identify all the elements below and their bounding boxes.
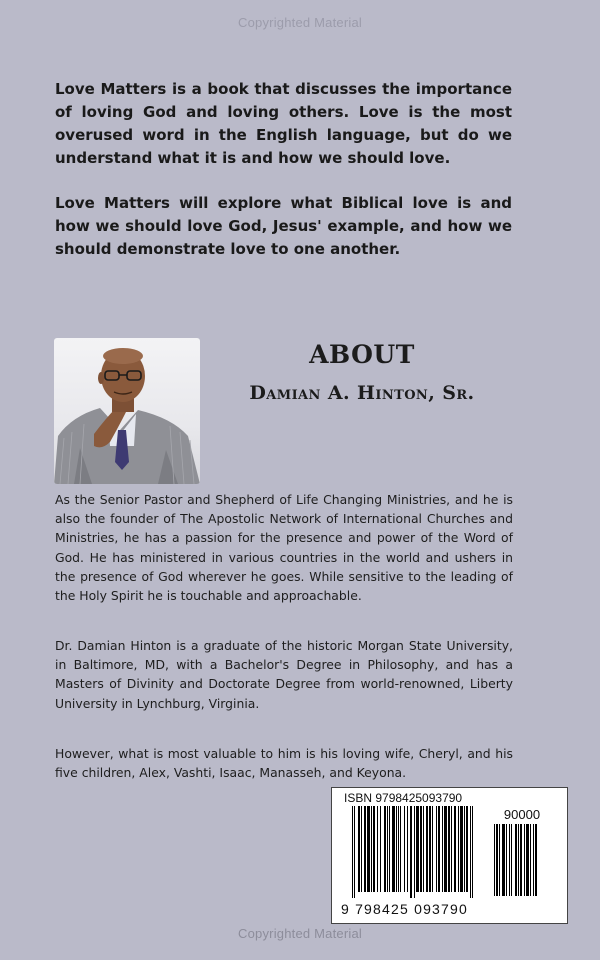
blurb-paragraph-1: Love Matters is a book that discusses the importance of loving God and loving others. Love is the most overused word in the English language, but do we understand what it is and how we should love. xyxy=(55,80,512,167)
ean-barcode-bars xyxy=(352,806,488,902)
about-heading: ABOUT xyxy=(309,340,415,369)
isbn-digits: 9 798425 093790 xyxy=(341,901,468,917)
author-name: Damian A. Hinton, Sr. xyxy=(249,382,475,404)
bio-paragraph-3: However, what is most valuable to him is his loving wife, Cheryl, and his five children, Alex, Vashti, Isaac, Manasseh, and Keyona. xyxy=(55,746,513,781)
isbn-barcode xyxy=(331,787,568,924)
author-photo xyxy=(54,338,200,484)
isbn-label: ISBN 9798425093790 xyxy=(344,791,463,805)
bio-paragraph-2: Dr. Damian Hinton is a graduate of the historic Morgan State University, in Baltimore, MD, with a Bachelor's Degree in Philosophy, and has a Masters of Divinity and Doctorate Degree from world-renowned, Liberty University in Lynchburg, Virginia. xyxy=(55,638,513,711)
price-barcode-bars xyxy=(494,824,556,900)
blurb-paragraph-2: Love Matters will explore what Biblical love is and how we should love God, Jesus' example, and how we should demonstrate love to one another. xyxy=(55,194,512,258)
watermark-top: Copyrighted Material xyxy=(238,15,362,30)
bio-paragraph-1: As the Senior Pastor and Shepherd of Life Changing Ministries, and he is also the founder of The Apostolic Network of International Churches and Ministries, he has a passion for the presence and power of the Word of God. He has ministered in various countries in the world and ushers in the presence of God wherever he goes. While sensitive to the leading of the Holy Spirit he is touchable and approachable. xyxy=(55,492,513,604)
price-code: 90000 xyxy=(503,807,541,822)
watermark-bottom: Copyrighted Material xyxy=(238,926,362,941)
